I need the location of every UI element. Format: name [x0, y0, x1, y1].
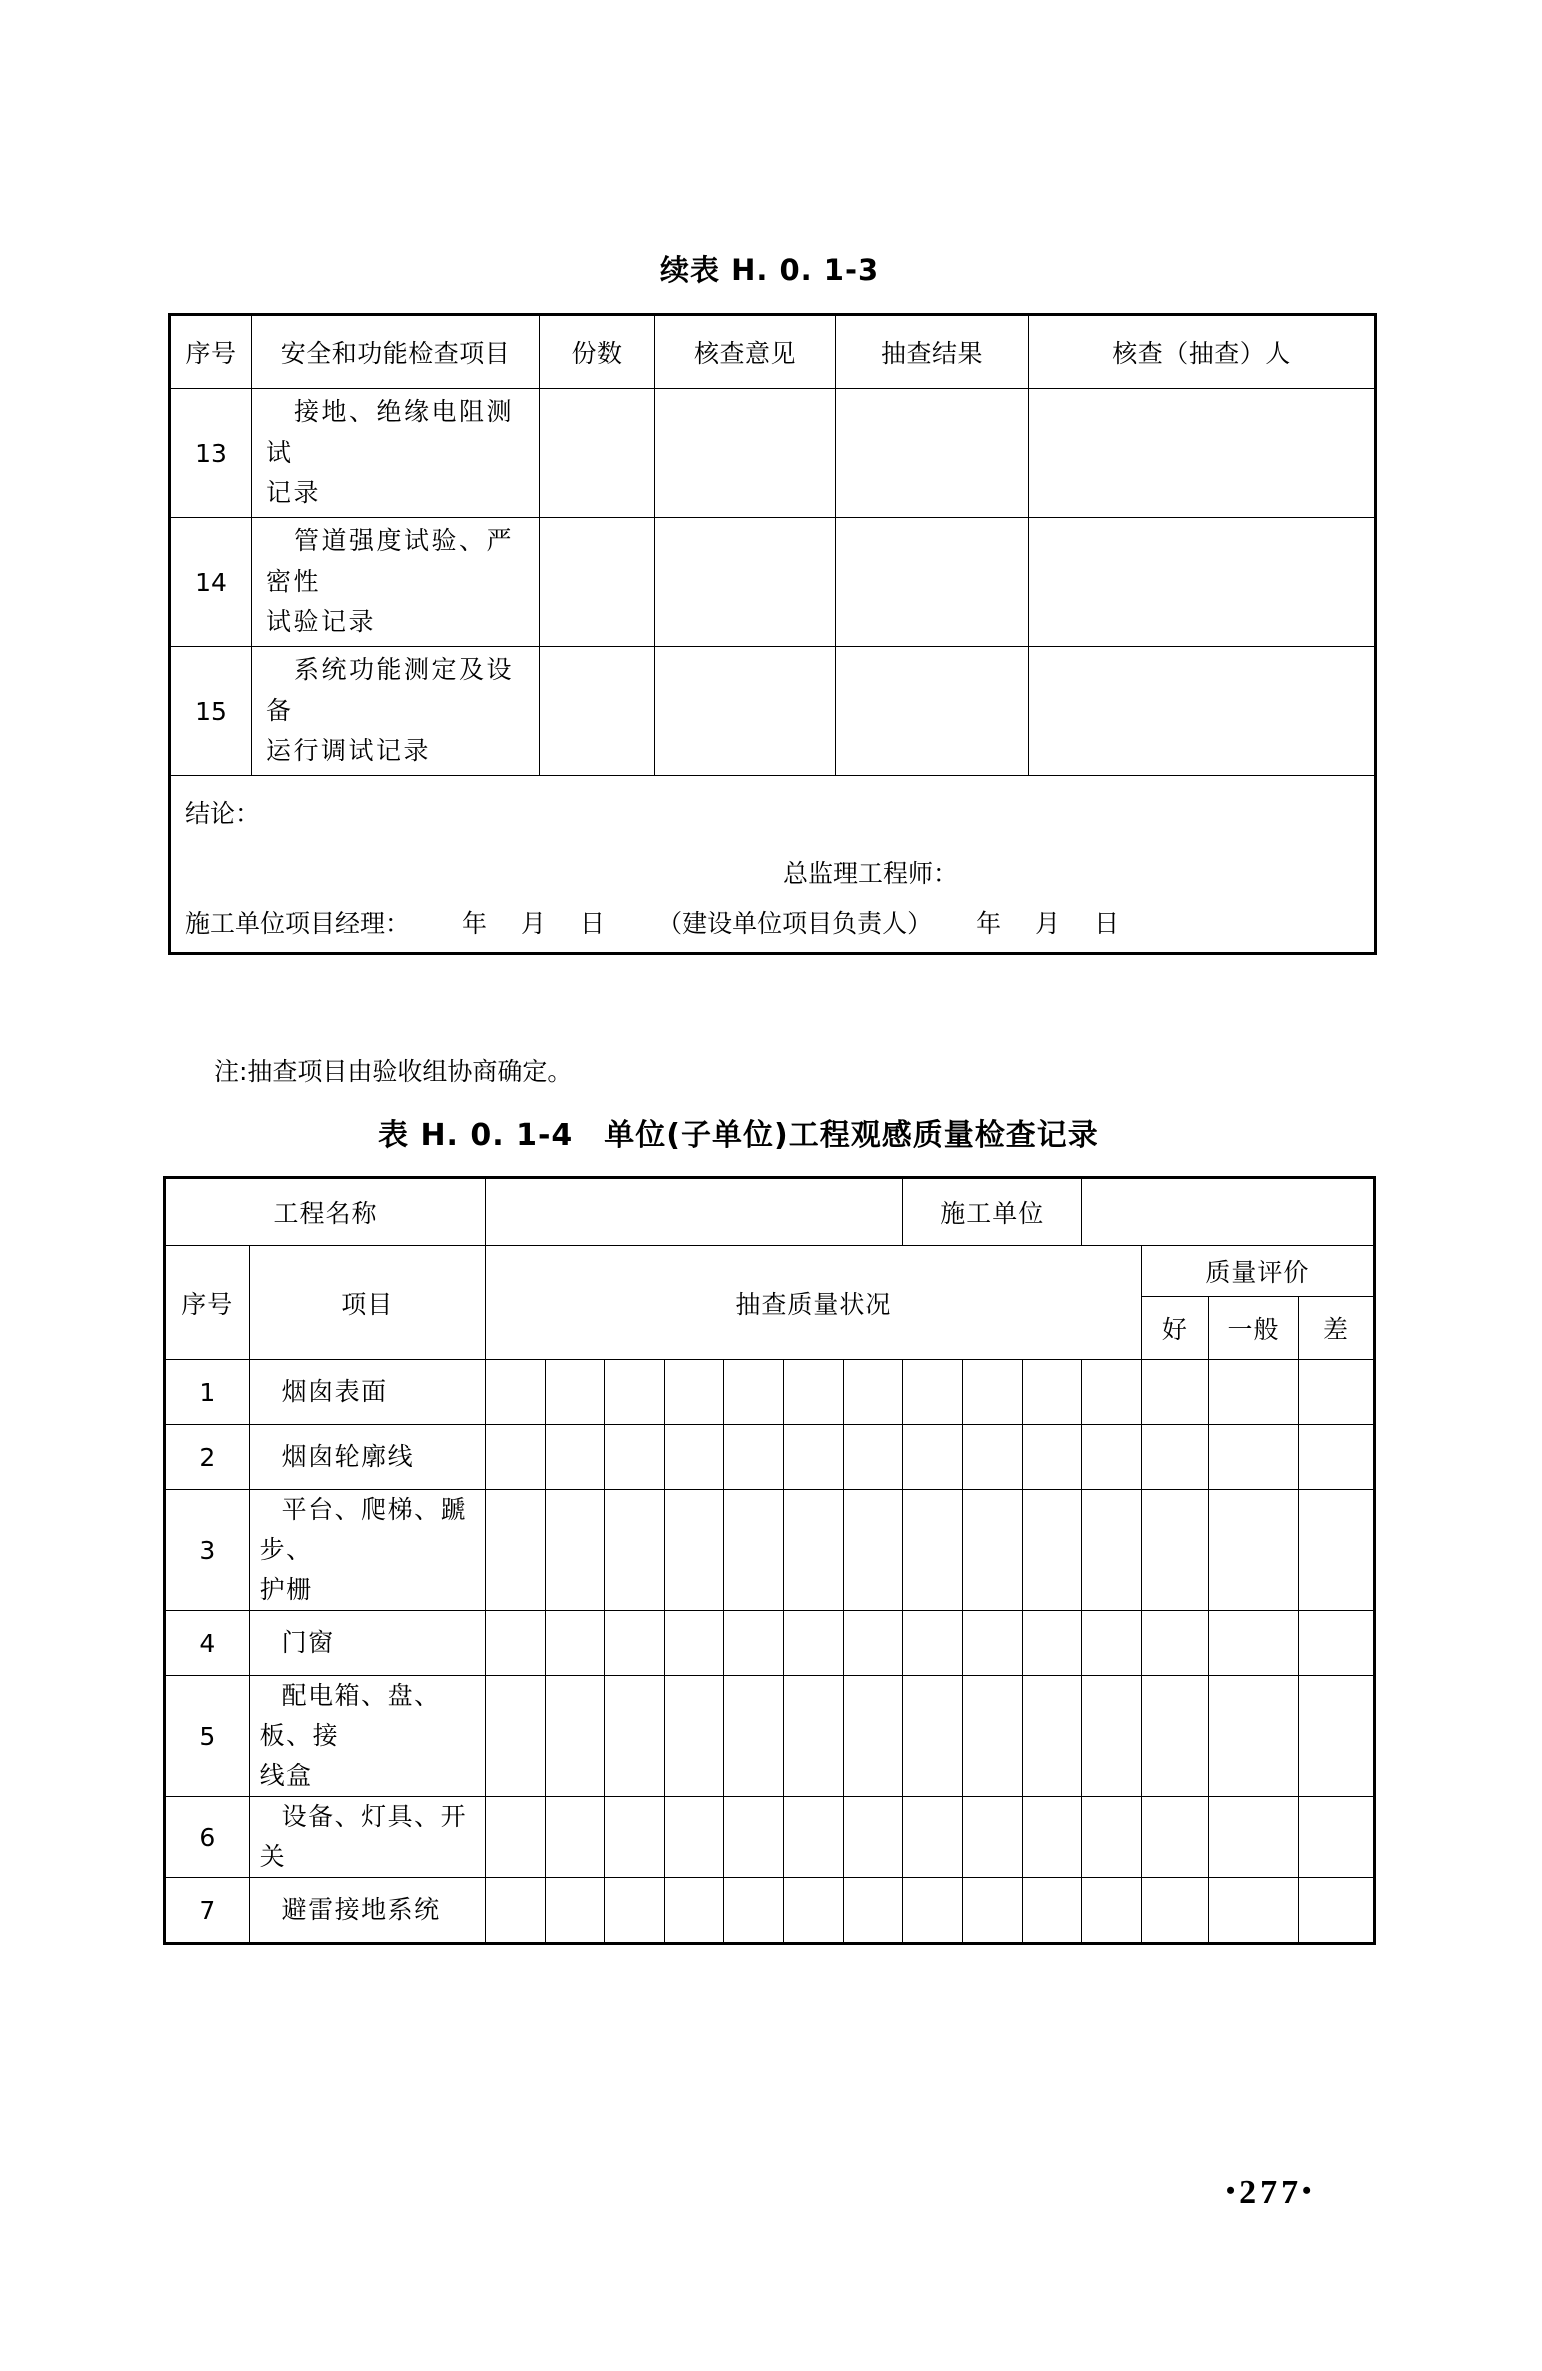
contractor-label: 施工单位: [903, 1178, 1082, 1246]
row-item-line1: 配电箱、盘、板、接: [259, 1681, 441, 1750]
spot-check-cell[interactable]: [724, 1797, 784, 1878]
spot-check-cell[interactable]: [724, 1490, 784, 1611]
header-reviewer: 核查（抽查）人: [1029, 315, 1376, 389]
table-h013-title: 续表 H. 0. 1-3: [660, 253, 880, 287]
row-review-opinion[interactable]: [655, 647, 836, 776]
owner-representative-label: （建设单位项目负责人）: [657, 909, 933, 938]
spot-check-cell[interactable]: [962, 1797, 1022, 1878]
row-spot-check-result[interactable]: [836, 518, 1029, 647]
row-item-line1: 避雷接地系统: [281, 1895, 441, 1924]
row-item-line1: 接地、绝缘电阻测试: [266, 397, 515, 467]
spot-check-cell[interactable]: [962, 1490, 1022, 1611]
conclusion-row: [170, 776, 1376, 954]
date-year-1: 年: [462, 909, 488, 938]
row-item: [252, 518, 540, 647]
header-no: 序号: [165, 1246, 250, 1360]
grade-good-cell[interactable]: [1141, 1878, 1208, 1944]
header-no: 序号: [170, 315, 252, 389]
spot-check-cell[interactable]: [1022, 1797, 1082, 1878]
table-row: [170, 389, 1376, 518]
row-item: [252, 647, 540, 776]
row-spot-check-result[interactable]: [836, 389, 1029, 518]
date-month-1: 月: [521, 909, 547, 938]
spot-check-cell[interactable]: [1022, 1611, 1082, 1676]
row-item-line1: 烟囱表面: [281, 1377, 388, 1406]
safety-function-check-table: [168, 313, 1377, 955]
spot-check-cell[interactable]: [545, 1490, 605, 1611]
grade-poor-cell[interactable]: [1299, 1878, 1375, 1944]
row-item-line2: 线盒: [259, 1761, 313, 1790]
signature-line: [185, 904, 1119, 940]
spot-check-cell[interactable]: [1082, 1360, 1142, 1425]
spot-check-cell[interactable]: [605, 1878, 665, 1944]
table-row: [165, 1676, 1375, 1797]
grade-fair-cell[interactable]: [1209, 1425, 1299, 1490]
spot-check-cell[interactable]: [724, 1878, 784, 1944]
grade-fair-cell[interactable]: [1209, 1360, 1299, 1425]
spot-check-cell[interactable]: [664, 1490, 724, 1611]
header-copies: 份数: [540, 315, 655, 389]
row-no: 15: [170, 647, 252, 776]
spot-check-cell[interactable]: [903, 1676, 963, 1797]
grade-poor-cell[interactable]: [1299, 1676, 1375, 1797]
row-item-line2: 运行调试记录: [266, 736, 432, 766]
spot-check-cell[interactable]: [664, 1878, 724, 1944]
grade-good-cell[interactable]: [1141, 1425, 1208, 1490]
spot-check-cell[interactable]: [485, 1611, 545, 1676]
chief-supervisor-label: 总监理工程师：: [783, 859, 959, 888]
table-row: [165, 1360, 1375, 1425]
grade-poor-cell[interactable]: [1299, 1611, 1375, 1676]
grade-good-cell[interactable]: [1141, 1490, 1208, 1611]
spot-check-cell[interactable]: [843, 1490, 903, 1611]
page-number: [1226, 2174, 1315, 2212]
header-item: 项目: [249, 1246, 485, 1360]
page-number-value: 277: [1239, 2174, 1303, 2211]
spot-check-cell[interactable]: [903, 1611, 963, 1676]
grade-fair-cell[interactable]: [1209, 1676, 1299, 1797]
spot-check-cell[interactable]: [724, 1360, 784, 1425]
spot-check-cell[interactable]: [962, 1360, 1022, 1425]
spot-check-cell[interactable]: [724, 1676, 784, 1797]
row-no: 2: [165, 1425, 250, 1490]
spot-check-cell[interactable]: [784, 1360, 844, 1425]
spot-check-cell[interactable]: [1022, 1425, 1082, 1490]
row-item: [249, 1676, 485, 1797]
spot-check-cell[interactable]: [784, 1611, 844, 1676]
grade-fair-cell[interactable]: [1209, 1878, 1299, 1944]
table-row: [165, 1490, 1375, 1611]
row-no: 5: [165, 1676, 250, 1797]
row-item-line1: 管道强度试验、严密性: [266, 526, 515, 596]
row-spot-check-result[interactable]: [836, 647, 1029, 776]
row-item-line2: 护栅: [259, 1575, 313, 1604]
project-name-label: 工程名称: [165, 1178, 486, 1246]
row-item-line2: 试验记录: [266, 607, 377, 637]
row-copies[interactable]: [540, 518, 655, 647]
row-no: 4: [165, 1611, 250, 1676]
spot-check-cell[interactable]: [485, 1360, 545, 1425]
contractor-pm-label: 施工单位项目经理：: [185, 909, 411, 938]
spot-check-cell[interactable]: [1082, 1797, 1142, 1878]
spot-check-cell[interactable]: [664, 1425, 724, 1490]
spot-check-cell[interactable]: [724, 1425, 784, 1490]
header-review-opinion: 核查意见: [655, 315, 836, 389]
spot-check-cell[interactable]: [1082, 1878, 1142, 1944]
spot-check-cell[interactable]: [545, 1360, 605, 1425]
spot-check-cell[interactable]: [664, 1360, 724, 1425]
project-name-value[interactable]: [485, 1178, 902, 1246]
spot-check-cell[interactable]: [962, 1425, 1022, 1490]
table-h014-title: 表 H. 0. 1-4 单位(子单位)工程观感质量检查记录: [378, 1118, 1099, 1153]
row-no: 14: [170, 518, 252, 647]
grade-fair-cell[interactable]: [1209, 1490, 1299, 1611]
row-no: 7: [165, 1878, 250, 1944]
header-quality-evaluation: 质量评价: [1141, 1246, 1374, 1297]
grade-poor-cell[interactable]: [1299, 1360, 1375, 1425]
spot-check-cell[interactable]: [784, 1676, 844, 1797]
spot-check-cell[interactable]: [903, 1360, 963, 1425]
header-grade-poor: 差: [1299, 1297, 1375, 1360]
row-review-opinion[interactable]: [655, 518, 836, 647]
header-grade-good: 好: [1141, 1297, 1208, 1360]
row-no: 3: [165, 1490, 250, 1611]
header-spot-check-result: 抽查结果: [836, 315, 1029, 389]
table-row: [165, 1878, 1375, 1944]
grade-poor-cell[interactable]: [1299, 1425, 1375, 1490]
spot-check-cell[interactable]: [1022, 1878, 1082, 1944]
spot-check-cell[interactable]: [605, 1360, 665, 1425]
spot-check-cell[interactable]: [843, 1676, 903, 1797]
row-item-line1: 平台、爬梯、蹏步、: [259, 1495, 468, 1564]
grade-fair-cell[interactable]: [1209, 1797, 1299, 1878]
spot-check-cell[interactable]: [1022, 1490, 1082, 1611]
header-item: 安全和功能检查项目: [252, 315, 540, 389]
row-review-opinion[interactable]: [655, 389, 836, 518]
row-item: [249, 1797, 485, 1878]
spot-check-cell[interactable]: [605, 1676, 665, 1797]
header-grade-fair: 一般: [1209, 1297, 1299, 1360]
spot-check-cell[interactable]: [545, 1611, 605, 1676]
spot-check-cell[interactable]: [962, 1611, 1022, 1676]
spot-check-cell[interactable]: [1082, 1676, 1142, 1797]
table-row: [165, 1425, 1375, 1490]
spot-check-cell[interactable]: [843, 1611, 903, 1676]
conclusion-label: 结论：: [185, 799, 261, 828]
row-item-line2: 记录: [266, 478, 322, 508]
footer-dot-left: •: [1226, 2175, 1240, 2205]
grade-poor-cell[interactable]: [1299, 1490, 1375, 1611]
spot-check-cell[interactable]: [485, 1425, 545, 1490]
row-item: [249, 1360, 485, 1425]
contractor-value[interactable]: [1082, 1178, 1375, 1246]
row-reviewer[interactable]: [1029, 647, 1376, 776]
spot-check-cell[interactable]: [664, 1676, 724, 1797]
row-item: [249, 1425, 485, 1490]
date-year-2: 年: [976, 909, 1002, 938]
spot-check-cell[interactable]: [664, 1611, 724, 1676]
spot-check-cell[interactable]: [903, 1797, 963, 1878]
spot-check-cell[interactable]: [784, 1490, 844, 1611]
spot-check-cell[interactable]: [485, 1490, 545, 1611]
date-day-2: 日: [1094, 909, 1120, 938]
spot-check-cell[interactable]: [1082, 1425, 1142, 1490]
spot-check-cell[interactable]: [1082, 1611, 1142, 1676]
date-day-1: 日: [580, 909, 606, 938]
spot-check-cell[interactable]: [843, 1797, 903, 1878]
spot-check-cell[interactable]: [724, 1611, 784, 1676]
row-copies[interactable]: [540, 647, 655, 776]
spot-check-cell[interactable]: [962, 1878, 1022, 1944]
spot-check-cell[interactable]: [605, 1797, 665, 1878]
row-copies[interactable]: [540, 389, 655, 518]
footer-dot-right: •: [1302, 2175, 1316, 2205]
spot-check-cell[interactable]: [485, 1878, 545, 1944]
row-reviewer[interactable]: [1029, 389, 1376, 518]
grade-good-cell[interactable]: [1141, 1360, 1208, 1425]
spot-check-cell[interactable]: [545, 1878, 605, 1944]
meta-row: [165, 1178, 1375, 1246]
row-item: [249, 1611, 485, 1676]
spot-check-cell[interactable]: [1022, 1676, 1082, 1797]
spot-check-cell[interactable]: [784, 1878, 844, 1944]
conclusion-cell[interactable]: [170, 776, 1376, 954]
row-item: [252, 389, 540, 518]
table-row: [170, 518, 1376, 647]
spot-check-cell[interactable]: [843, 1360, 903, 1425]
spot-check-cell[interactable]: [605, 1490, 665, 1611]
spot-check-cell[interactable]: [843, 1425, 903, 1490]
spot-check-cell[interactable]: [485, 1797, 545, 1878]
header-spot-check-status: 抽查质量状况: [485, 1246, 1141, 1360]
spot-check-cell[interactable]: [843, 1878, 903, 1944]
row-no: 6: [165, 1797, 250, 1878]
spot-check-cell[interactable]: [903, 1490, 963, 1611]
spot-check-cell[interactable]: [545, 1676, 605, 1797]
row-item-line1: 烟囱轮廓线: [281, 1442, 415, 1471]
spot-check-cell[interactable]: [545, 1797, 605, 1878]
spot-check-cell[interactable]: [784, 1425, 844, 1490]
spot-check-cell[interactable]: [485, 1676, 545, 1797]
appearance-quality-check-table: [163, 1176, 1376, 1945]
grade-poor-cell[interactable]: [1299, 1797, 1375, 1878]
row-item: [249, 1490, 485, 1611]
table-row: [170, 647, 1376, 776]
table-row: [165, 1611, 1375, 1676]
spot-check-cell[interactable]: [605, 1611, 665, 1676]
grade-good-cell[interactable]: [1141, 1676, 1208, 1797]
spot-check-cell[interactable]: [664, 1797, 724, 1878]
row-item: [249, 1878, 485, 1944]
row-item-line1: 系统功能测定及设备: [266, 655, 515, 725]
spot-check-cell[interactable]: [962, 1676, 1022, 1797]
spot-check-cell[interactable]: [784, 1797, 844, 1878]
spot-check-cell[interactable]: [605, 1425, 665, 1490]
table-header-row: [170, 315, 1376, 389]
grade-good-cell[interactable]: [1141, 1611, 1208, 1676]
table-row: [165, 1797, 1375, 1878]
row-reviewer[interactable]: [1029, 518, 1376, 647]
table-header-row-primary: [165, 1246, 1375, 1297]
row-item-line1: 门窗: [281, 1628, 335, 1657]
row-item-line1: 设备、灯具、开关: [259, 1802, 468, 1871]
grade-fair-cell[interactable]: [1209, 1611, 1299, 1676]
spot-check-cell[interactable]: [903, 1878, 963, 1944]
row-no: 13: [170, 389, 252, 518]
table-note: 注:抽查项目由验收组协商确定。: [214, 1057, 573, 1086]
date-month-2: 月: [1035, 909, 1061, 938]
spot-check-cell[interactable]: [903, 1425, 963, 1490]
spot-check-cell[interactable]: [1082, 1490, 1142, 1611]
spot-check-cell[interactable]: [1022, 1360, 1082, 1425]
spot-check-cell[interactable]: [545, 1425, 605, 1490]
grade-good-cell[interactable]: [1141, 1797, 1208, 1878]
row-no: 1: [165, 1360, 250, 1425]
